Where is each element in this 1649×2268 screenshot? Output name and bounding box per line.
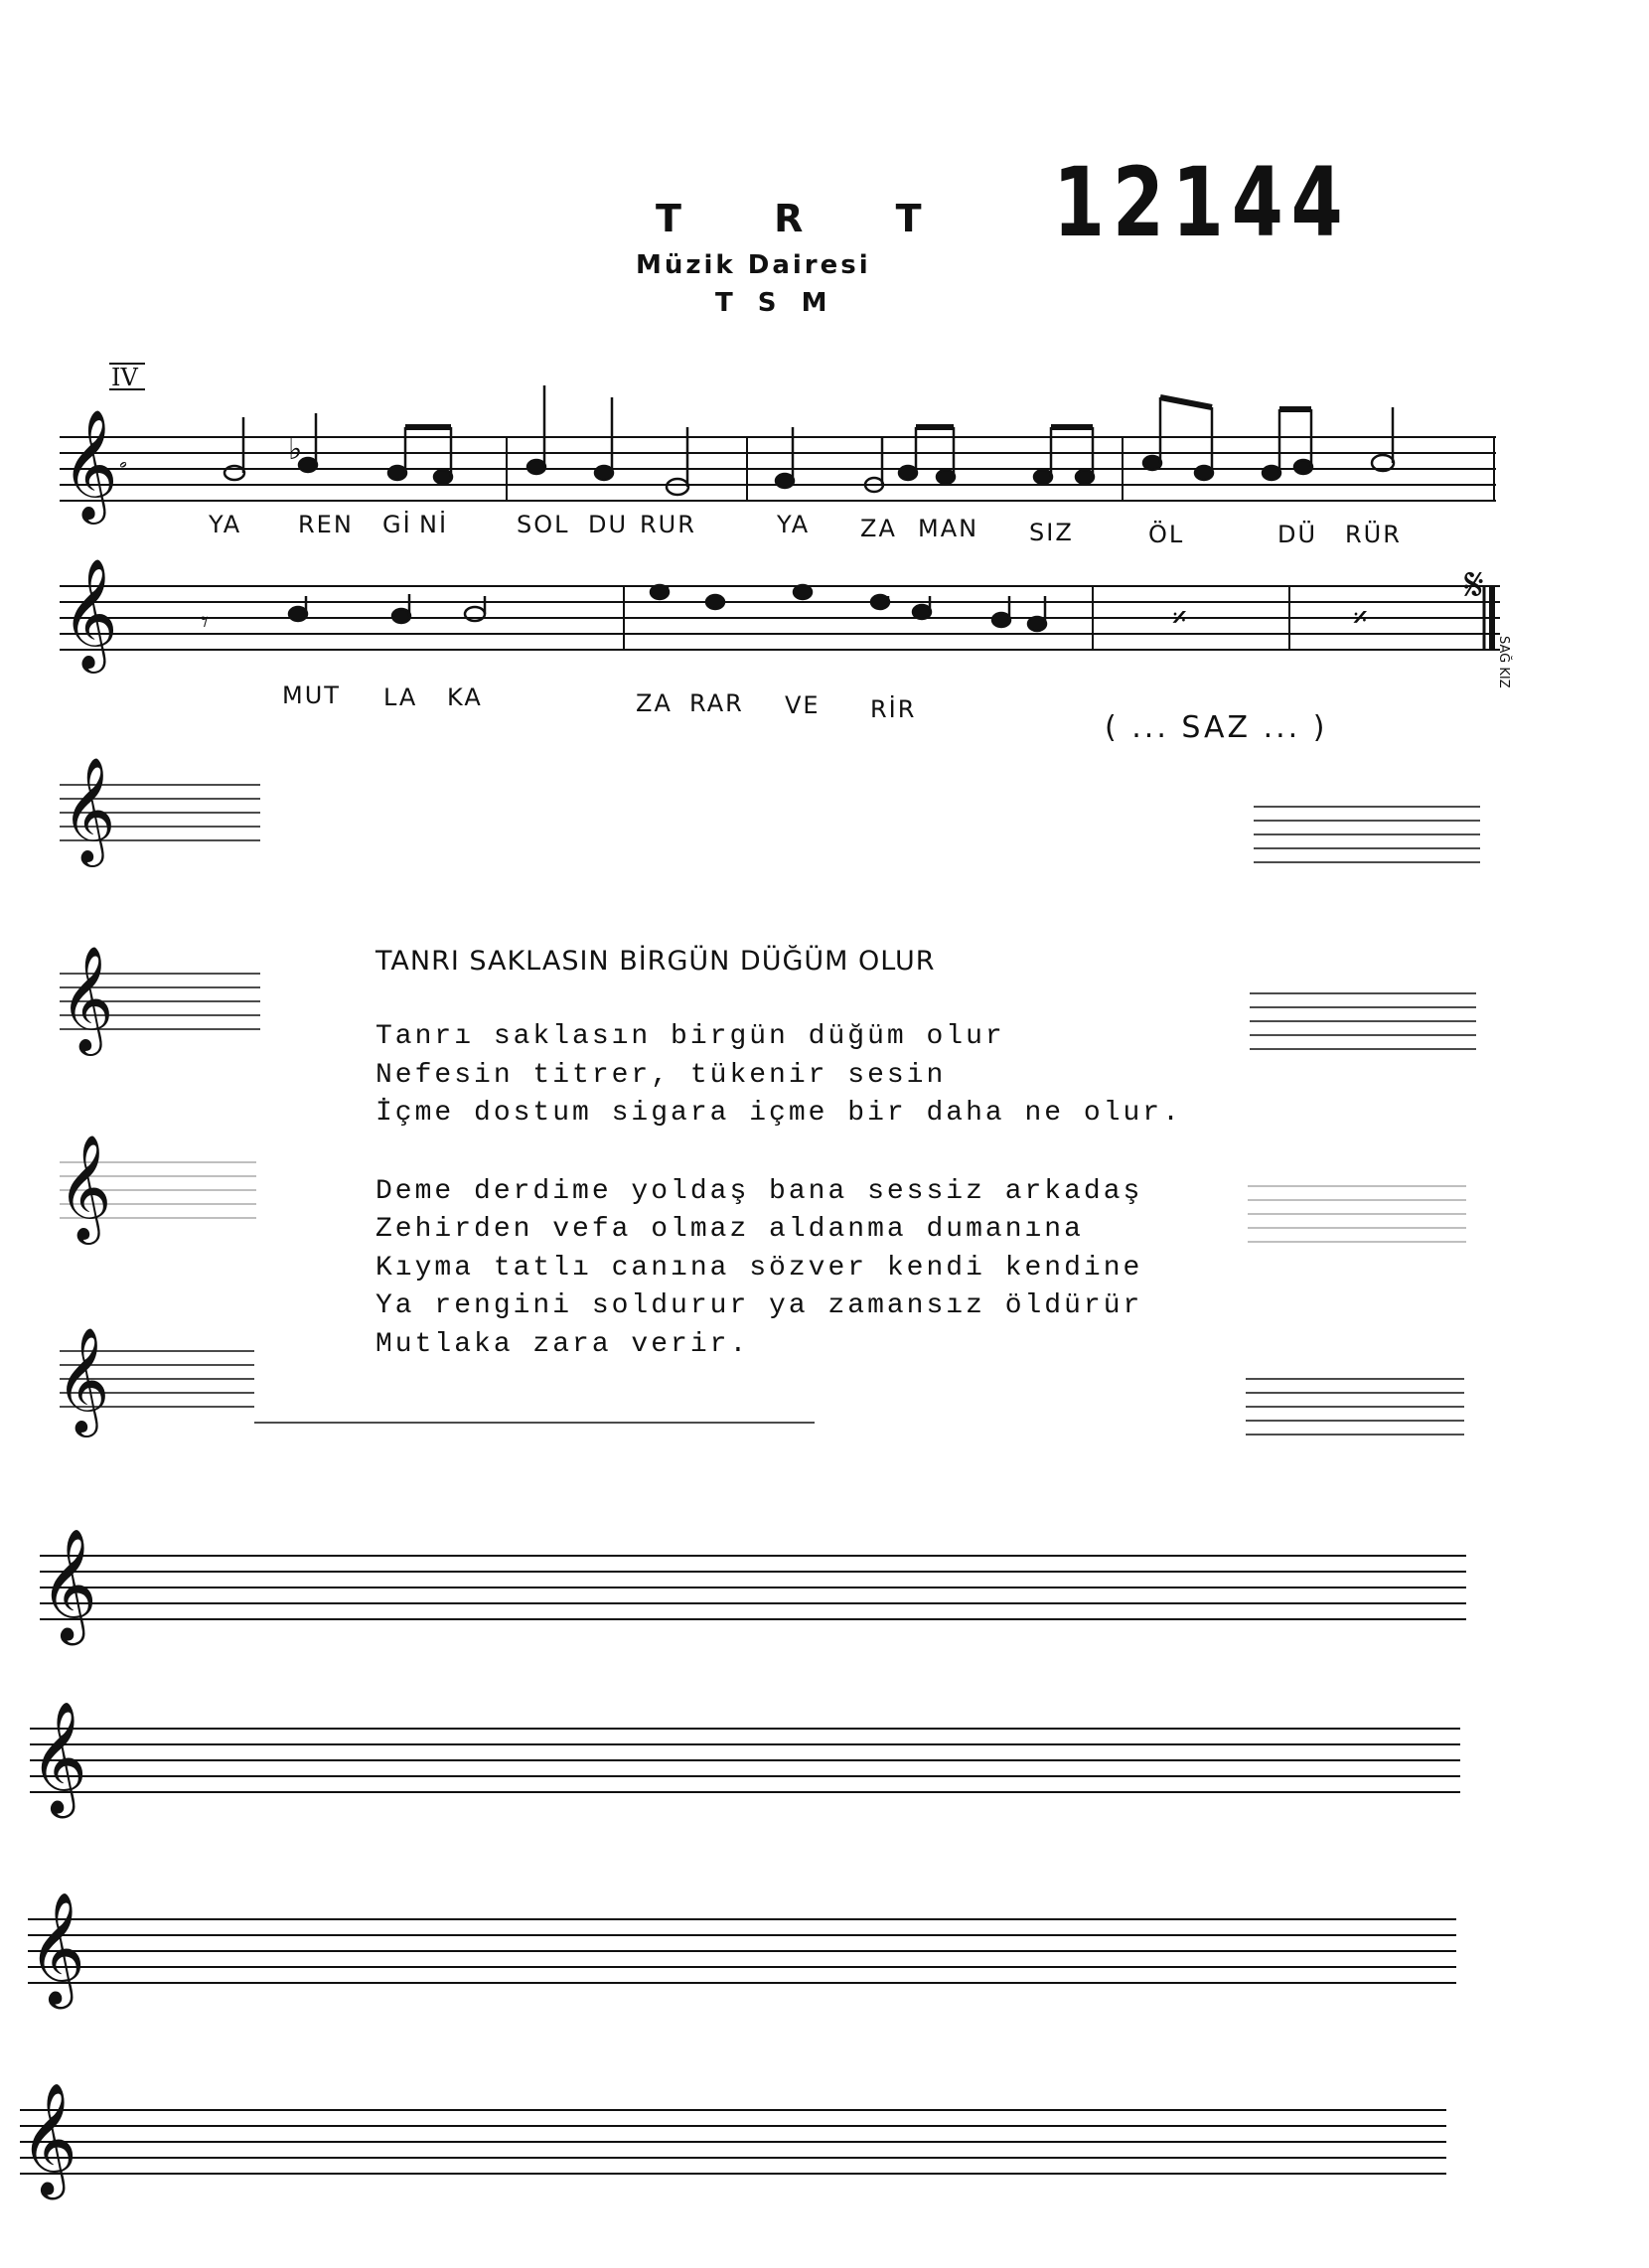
treble-clef-icon: 𝄞 [28,1891,85,2005]
poem-line: Ya rengini soldurur ya zamansız öldürür [375,1290,1143,1321]
poem-line: Deme derdime yoldaş bana sessiz arkadaş [375,1175,1143,1207]
stanza-1 [375,1018,1182,1134]
repeat-measure-icon: 𝄎 [1353,601,1368,636]
tsm-label: T S M [715,288,835,318]
treble-clef-icon: 𝄞 [58,1134,112,1240]
lyric-syllable: MUT [282,681,341,709]
staff-2 [60,586,1500,650]
lyric-syllable: YA [777,511,811,538]
repeat-measure-icon: 𝄎 [1172,601,1187,636]
lyric-syllable: VE [785,691,821,719]
lyrics-line-1 [208,510,1402,548]
lyric-syllable: REN [298,511,354,538]
treble-clef-icon: 𝄞 [56,1326,110,1433]
treble-clef-icon: 𝄞 [62,557,118,669]
svg-text:𝄾: 𝄾 [201,605,209,640]
trt-header: T R T [656,197,962,240]
lyric-syllable: YA [209,511,242,538]
empty-staff-9 [28,1919,1456,1983]
stanza-2 [375,1173,1182,1365]
notes-line-1 [225,385,1394,495]
time-signature-icon: 𝅗 [119,444,128,474]
treble-clef-icon: 𝄞 [62,756,116,862]
lyric-syllable: DÜ [1277,521,1318,548]
poem-line: Mutlaka zara verir. [375,1328,750,1360]
treble-clef-icon: 𝄞 [20,2082,77,2195]
saz-label: ( ... SAZ ... ) [1105,710,1328,745]
empty-staff-8 [30,1729,1460,1792]
side-label: SAĞ KIZ [1496,636,1511,688]
lyrics-line-2 [282,681,916,723]
lyric-syllable: Nİ [419,511,449,538]
lyric-syllable: RÜR [1345,521,1402,548]
lyric-syllable: RAR [689,689,744,717]
lyric-syllable: RİR [870,695,917,723]
lyric-syllable: SOL [517,511,570,538]
empty-staff-3 [60,785,1480,862]
treble-clef-icon: 𝄞 [30,1701,87,1814]
lyric-syllable: MAN [918,515,979,542]
poem-line: Kıyma tatlı canına sözver kendi kendine [375,1252,1143,1284]
department-stamp: Müzik Dairesi [636,250,871,280]
lyric-syllable: ZA [636,689,673,717]
lyric-syllable: SIZ [1029,519,1074,546]
poem-line: Nefesin titrer, tükenir sesin [375,1059,947,1091]
treble-clef-icon: 𝄞 [60,945,114,1051]
treble-clef-icon: 𝄞 [62,408,118,520]
poem-text [375,946,1182,1404]
svg-text:♭: ♭ [288,432,303,467]
poem-line: Zehirden vefa olmaz aldanma dumanına [375,1214,1084,1245]
poem-line: İçme dostum sigara içme bir daha ne olur. [375,1098,1182,1129]
lyric-syllable: ÖL [1148,521,1185,548]
empty-staff-7 [40,1556,1466,1619]
poem-line: Tanrı saklasın birgün düğüm olur [375,1021,1005,1052]
document-number: 12144 [1053,147,1351,258]
lyric-syllable: LA [383,683,418,711]
empty-staff-10 [20,2110,1446,2174]
treble-clef-icon: 𝄞 [40,1528,97,1641]
lyric-syllable: DU [588,511,629,538]
poem-title: TANRI SAKLASIN BİRGÜN DÜĞÜM OLUR [375,946,936,977]
section-mark: IV [111,364,138,391]
lyric-syllable: RUR [640,511,696,538]
lyric-syllable: KA [447,683,483,711]
lyric-syllable: ZA [860,515,897,542]
segno-icon: 𝄋 [1464,557,1484,611]
lyric-syllable: Gİ [382,511,412,538]
